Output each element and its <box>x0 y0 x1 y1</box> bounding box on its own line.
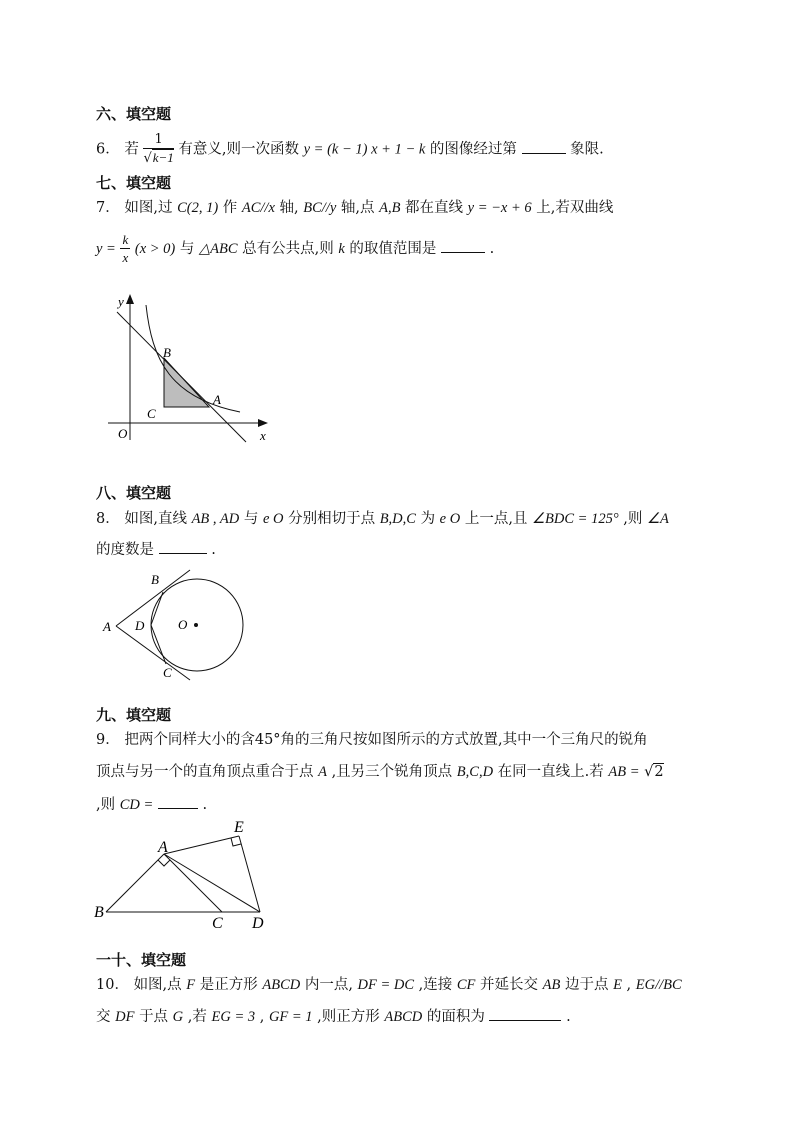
q9-text-line-3 <box>96 793 207 814</box>
q9-line-ad <box>164 854 260 912</box>
q6-number: 6． <box>96 141 120 158</box>
q10-text-14: . <box>566 1009 571 1025</box>
q9-right-angle-a <box>158 860 170 866</box>
q7-answer-blank[interactable] <box>441 238 485 253</box>
q8-chord-dc <box>151 625 166 664</box>
q9-points: B,C,D <box>456 764 494 780</box>
q10-text-6: 边于点 <box>564 977 609 993</box>
q9-label-a: A <box>158 839 168 856</box>
q10-square: ABCD <box>262 977 301 993</box>
q8-tangent-ad <box>116 626 190 680</box>
q10-df: DF <box>115 1009 135 1025</box>
q7-text-10: . <box>489 241 495 257</box>
q10-point-f: F <box>186 977 196 993</box>
q10-eg-parallel: EG//BC <box>635 977 682 993</box>
q10-text-10: ,若 <box>187 1009 207 1025</box>
q7-ac-parallel: AC//x <box>241 200 275 216</box>
q7-label-y: y <box>118 294 124 309</box>
q9-label-d: D <box>252 915 264 932</box>
q8-text-1: 如图,直线 <box>124 511 187 527</box>
q10-text-8: 交 <box>96 1009 111 1025</box>
q8-circle-2: e O <box>439 511 461 527</box>
q10-text-3: 内一点, <box>304 977 353 993</box>
q8-label-c: C <box>163 665 172 680</box>
q6-answer-blank[interactable] <box>522 139 566 154</box>
q10-text-13: 的面积为 <box>426 1009 485 1025</box>
q7-condition: (x > 0) <box>134 241 176 257</box>
q7-heading: 七、填空题 <box>96 174 172 192</box>
q7-triangle: △ABC <box>198 241 238 257</box>
q7-y-eq: y = <box>96 241 116 257</box>
q9-cd-eq: CD = <box>119 797 154 813</box>
q9-figure <box>92 818 277 933</box>
q9-line-ed <box>239 836 260 912</box>
q8-text-2: 与 <box>243 511 259 527</box>
q6-frac-num: 1 <box>143 132 173 149</box>
q10-point-g: G <box>172 1009 184 1025</box>
q7-text-5: 都在直线 <box>405 200 464 216</box>
q10-text-9: 于点 <box>139 1009 169 1025</box>
q10-text-11: , <box>259 1009 265 1025</box>
q6-heading: 六、填空题 <box>96 105 172 123</box>
q9-text-6: . <box>202 797 208 813</box>
q8-chord-bd <box>151 592 163 625</box>
q7-text-6: 上,若双曲线 <box>536 200 614 216</box>
q10-eg-value: EG = 3 <box>211 1009 256 1025</box>
q8-label-b: B <box>151 572 159 587</box>
q10-text-1: 如图,点 <box>133 977 182 993</box>
q8-label-a: A <box>103 619 111 634</box>
q7-text-8: 总有公共点,则 <box>242 241 334 257</box>
q7-frac-den: x <box>122 250 129 265</box>
q7-text-3: 轴, <box>279 200 299 216</box>
q7-text-9: 的取值范围是 <box>349 241 437 257</box>
q8-figure <box>100 568 250 683</box>
q9-answer-blank[interactable] <box>158 794 198 809</box>
q8-points: B,D,C <box>379 511 416 527</box>
q8-label-o: O <box>178 617 188 632</box>
q6-text-2: 有意义,则一次函数 <box>178 141 300 158</box>
q6-text <box>96 132 604 167</box>
q10-point-e: E <box>613 977 622 993</box>
q9-label-e: E <box>234 819 244 836</box>
q6-sqrt-sign: √ <box>143 151 152 166</box>
q9-line-ba <box>106 854 164 912</box>
q7-fraction <box>120 232 130 266</box>
q8-lines: AB , AD <box>191 511 240 527</box>
q7-figure <box>100 290 280 450</box>
q9-line-ae <box>164 836 239 854</box>
q9-text-5: ,则 <box>96 797 116 813</box>
q9-text-3: ,且另三个锐角顶点 <box>331 764 453 780</box>
q10-text-4: ,连接 <box>418 977 453 993</box>
q8-text-5: 上一点,且 <box>464 511 528 527</box>
q9-sqrt-sign: √ <box>644 764 654 780</box>
q8-text-6: ,则 <box>623 511 643 527</box>
q7-label-b: B <box>163 345 171 360</box>
q10-cf: CF <box>456 977 476 993</box>
q8-heading: 八、填空题 <box>96 484 172 502</box>
q8-center-dot <box>194 623 198 627</box>
q10-gf-value: GF = 1 <box>268 1009 313 1025</box>
q7-number: 7． <box>96 200 120 216</box>
q7-points-ab: A,B <box>379 200 401 216</box>
q7-text-7: 与 <box>179 241 195 257</box>
q9-number: 9． <box>96 732 120 748</box>
q9-line-ac <box>164 854 222 912</box>
q6-frac-den <box>143 149 173 167</box>
q8-answer-blank[interactable] <box>159 539 207 554</box>
q8-angle-a: ∠A <box>646 511 669 527</box>
q7-label-a: A <box>213 392 221 407</box>
q7-x-arrow <box>258 419 268 427</box>
q7-text-line-1 <box>96 196 613 217</box>
q7-text-4: 轴,点 <box>340 200 375 216</box>
q8-text-8: . <box>211 542 216 558</box>
q8-angle: ∠BDC = 125° <box>532 511 619 527</box>
q7-point-c: C(2, 1) <box>177 200 219 216</box>
q10-square-2: ABCD <box>384 1009 423 1025</box>
q10-text-2: 是正方形 <box>199 977 258 993</box>
q6-fraction <box>143 132 173 167</box>
q7-bc-parallel: BC//y <box>303 200 337 216</box>
q10-eq-1: DF = DC <box>357 977 415 993</box>
q7-text-1: 如图,过 <box>124 200 173 216</box>
q7-y-arrow <box>126 294 134 304</box>
q10-text-5: 并延长交 <box>480 977 539 993</box>
q9-text-1: 把两个同样大小的含45°角的三角尺按如图所示的方式放置,其中一个三角尺的锐角 <box>124 732 648 748</box>
q6-text-1: 若 <box>124 141 139 158</box>
q10-ab: AB <box>542 977 561 993</box>
q8-text-4: 为 <box>420 511 436 527</box>
q9-text-2: 顶点与另一个的直角顶点重合于点 <box>96 764 314 780</box>
q7-text-2: 作 <box>222 200 238 216</box>
q9-point-a: A <box>318 764 327 780</box>
q10-text-7: , <box>626 977 632 993</box>
q7-label-o: O <box>118 426 128 441</box>
q7-line-equation: y = −x + 6 <box>467 200 532 216</box>
q6-text-3: 的图像经过第 <box>429 141 517 158</box>
q9-text-line-1 <box>96 728 648 749</box>
q10-number: 10． <box>96 977 129 993</box>
q8-text-7: 的度数是 <box>96 542 154 558</box>
q10-text-12: ,则正方形 <box>317 1009 380 1025</box>
q8-circle: e O <box>262 511 284 527</box>
q9-heading: 九、填空题 <box>96 706 172 724</box>
q8-text-line-1 <box>96 507 669 528</box>
q6-expression: y = (k − 1) x + 1 − k <box>303 141 426 158</box>
q9-label-c: C <box>212 915 223 932</box>
q7-label-x: x <box>260 428 266 443</box>
q6-frac-den-value: k−1 <box>152 150 174 165</box>
q7-label-c: C <box>147 406 156 421</box>
q10-text-line-1 <box>96 973 682 994</box>
q8-label-d: D <box>135 618 145 633</box>
q6-text-4: 象限. <box>570 141 604 158</box>
q10-answer-blank[interactable] <box>489 1006 561 1021</box>
q7-k-var: k <box>338 241 345 257</box>
q9-label-b: B <box>94 904 104 921</box>
q7-frac-num: k <box>122 232 129 247</box>
q8-text-3: 分别相切于点 <box>288 511 376 527</box>
q10-heading: 一十、填空题 <box>96 951 187 969</box>
q10-text-line-2 <box>96 1005 571 1026</box>
q9-text-4: 在同一直线上.若 <box>497 764 604 780</box>
q9-sqrt-value: 2 <box>654 764 664 780</box>
q7-text-line-2 <box>96 232 494 266</box>
q9-ab-eq: AB = <box>608 764 640 780</box>
q8-text-line-2 <box>96 538 216 559</box>
q8-number: 8． <box>96 511 120 527</box>
q9-text-line-2 <box>96 760 664 781</box>
